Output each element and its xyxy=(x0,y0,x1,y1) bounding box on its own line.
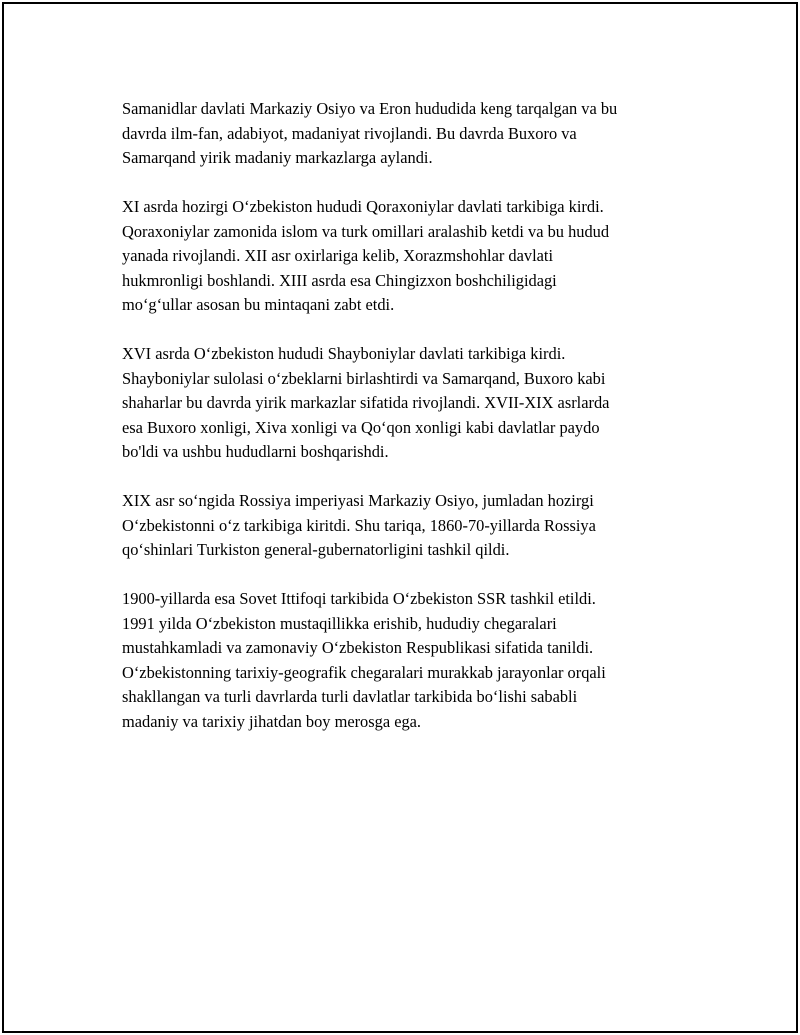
text-line: yanada rivojlandi. XII asr oxirlariga kelib, Xorazmshohlar davlati xyxy=(122,246,554,265)
paragraph xyxy=(122,97,692,171)
text-line: O‘zbekistonni o‘z tarkibiga kiritdi. Shu tariqa, 1860-70-yillarda Rossiya xyxy=(122,515,596,535)
text-line: Shayboniylar sulolasi o‘zbeklarni birlashtirdi va Samarqand, Buxoro kabi xyxy=(122,368,606,388)
text-line: shakllangan va turli davrlarda turli davlatlar tarkibida bo‘lishi sababli xyxy=(122,687,578,706)
text-line: Qoraxoniylar zamonida islom va turk omillari aralashib ketdi va bu hudud xyxy=(122,221,610,241)
paragraph xyxy=(122,342,692,465)
text-line: bo'ldi va ushbu hududlarni boshqarishdi. xyxy=(122,442,389,461)
text-line: 1991 yilda O‘zbekiston mustaqillikka erishib, hududiy chegaralari xyxy=(122,613,557,633)
page-frame xyxy=(2,2,798,1033)
text-line: hukmronligi boshlandi. XIII asrda esa Chingizxon boshchiligidagi xyxy=(122,270,557,290)
text-line: XIX asr so‘ngida Rossiya imperiyasi Markaziy Osiyo, jumladan hozirgi xyxy=(122,491,594,510)
text-line: qo‘shinlari Turkiston general-gubernatorligini tashkil qildi. xyxy=(122,540,510,559)
text-line: XVI asrda O‘zbekiston hududi Shayboniylar davlati tarkibiga kirdi. xyxy=(122,344,566,363)
text-line: Samarqand yirik madaniy markazlarga aylandi. xyxy=(122,148,433,167)
text-line: 1900-yillarda esa Sovet Ittifoqi tarkibida O‘zbekiston SSR tashkil etildi. xyxy=(122,589,596,608)
text-line: madaniy va tarixiy jihatdan boy merosga ega. xyxy=(122,711,422,731)
text-line: davrda ilm-fan, adabiyot, madaniyat rivojlandi. Bu davrda Buxoro va xyxy=(122,123,577,143)
paragraph xyxy=(122,489,692,563)
document-body xyxy=(122,97,692,759)
text-line: shaharlar bu davrda yirik markazlar sifatida rivojlandi. XVII-XIX asrlarda xyxy=(122,393,610,412)
text-line: Samanidlar davlati Markaziy Osiyo va Eron hududida keng tarqalgan va bu xyxy=(122,99,618,118)
text-line: esa Buxoro xonligi, Xiva xonligi va Qo‘qon xonligi kabi davlatlar paydo xyxy=(122,417,600,437)
text-line: XI asrda hozirgi O‘zbekiston hududi Qoraxoniylar davlati tarkibiga kirdi. xyxy=(122,197,604,216)
text-line: mo‘g‘ullar asosan bu mintaqani zabt etdi. xyxy=(122,295,395,314)
text-line: mustahkamladi va zamonaviy O‘zbekiston Respublikasi sifatida tanildi. xyxy=(122,638,594,657)
paragraph xyxy=(122,587,692,734)
paragraph xyxy=(122,195,692,318)
text-line: O‘zbekistonning tarixiy-geografik chegaralari murakkab jarayonlar orqali xyxy=(122,662,606,682)
